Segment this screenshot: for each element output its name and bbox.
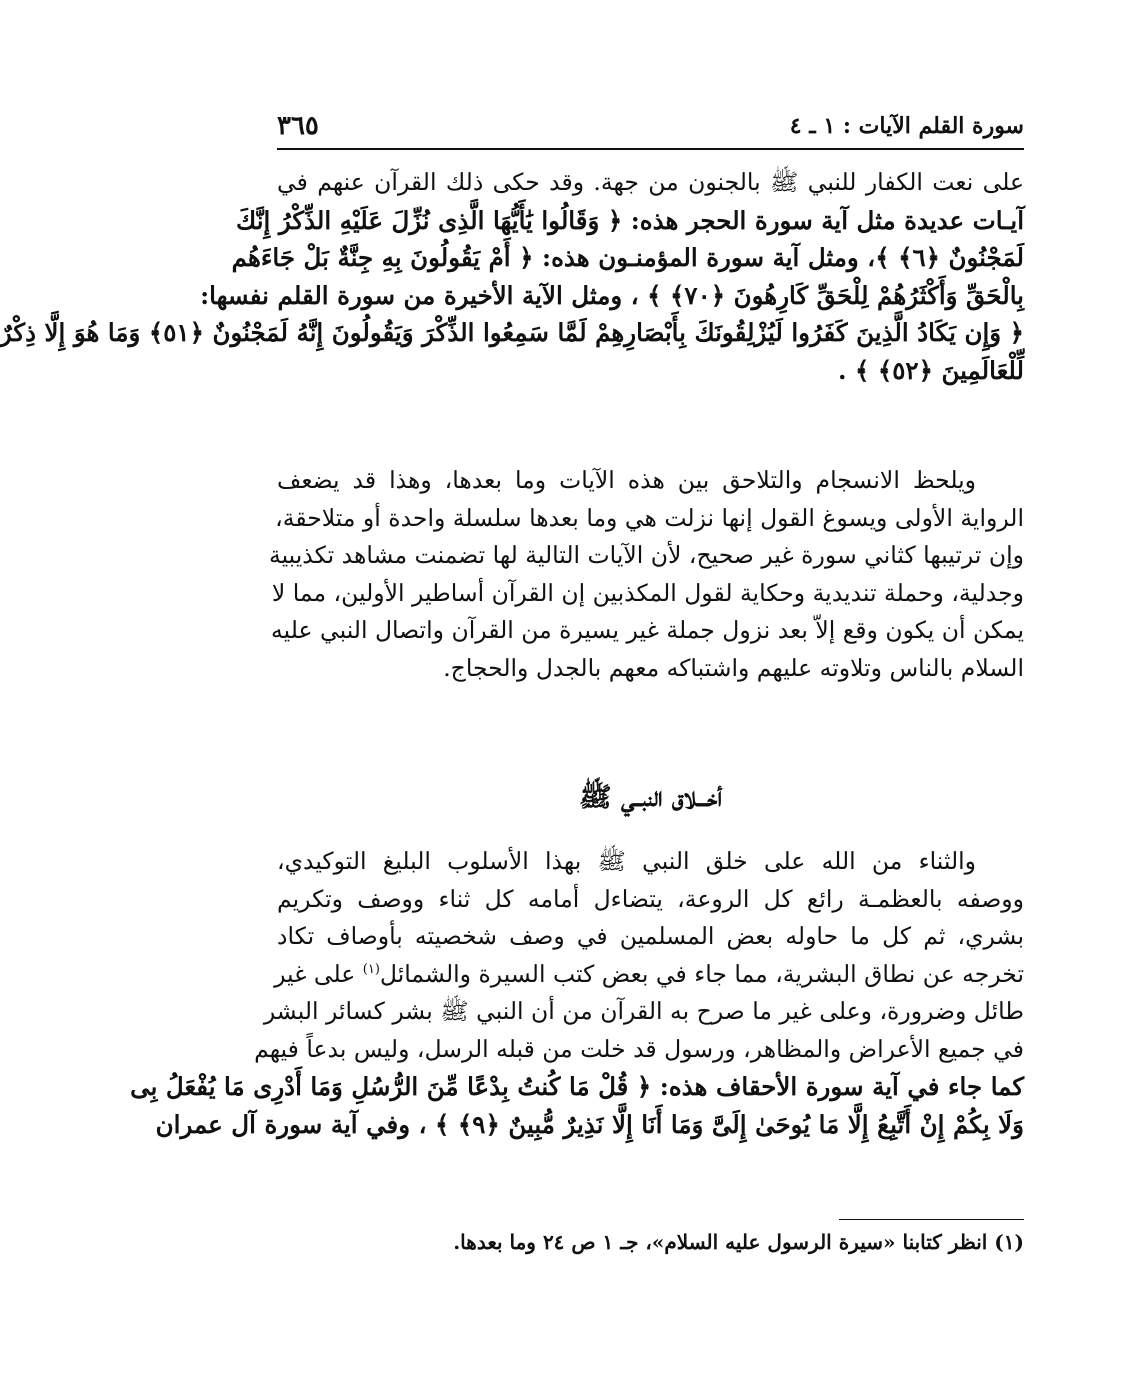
paragraph-2 (268, 462, 1024, 687)
text-line: بشري، ثم كل ما حاوله بعض المسلمين في وصف شخصيته بأوصاف تكاد (277, 922, 1024, 950)
text-line: بِالْحَقِّ وَأَكْثَرُهُمْ لِلْحَقِّ كَارِهُونَ ﴿٧٠﴾ ﴾ ، ومثل الآية الأخيرة من سورة القلم نفسها: (200, 280, 1024, 310)
text-line: يمكن أن يكون وقع إلاّ بعد نزول جملة غير يسيرة من القرآن واتصال النبي عليه (271, 616, 1024, 644)
text-line: ﴿ وَإِن يَكَادُ الَّذِينَ كَفَرُوا لَيُزْلِقُونَكَ بِأَبْصَارِهِمْ لَمَّا سَمِعُوا الذِّكْرَ وَيَقُولُونَ إِنَّهُ لَمَجْنُونٌ ﴿٥١﴾ وَمَا هُوَ إِلَّا ذِكْرٌ (0, 318, 1024, 347)
footnote-reference[interactable]: (١) (362, 961, 380, 977)
text-line: والثناء من الله على خلق النبي ﷺ بهذا الأسلوب البليغ التوكيدي، (277, 847, 976, 875)
text-line: ويلحظ الانسجام والتلاحق بين هذه الآيات وما بعدها، وهذا قد يضعف (277, 466, 976, 494)
footnote-divider (839, 1219, 1024, 1220)
text-segment: على غير (274, 959, 356, 988)
text-line: الرواية الأولى ويسوغ القول إنها نزلت هي وما بعدها سلسلة واحدة أو متلاحقة، (275, 503, 1024, 532)
header-title: سورة القلم الآيات : ١ ـ ٤ (789, 113, 1024, 139)
text-line: وَلَا بِكُمْ إِنْ أَتَّبِعُ إِلَّا مَا يُوحَىٰ إِلَىَّ وَمَا أَنَا إِلَّا نَذِيرٌ مُّبِينٌ ﴿٩﴾ ﴾ ، وفي آية سورة آل عمران (155, 1109, 1024, 1139)
paragraph-3 (130, 843, 1024, 1143)
page-number: ٣٦٥ (277, 111, 319, 141)
text-line: كما جاء في آية سورة الأحقاف هذه: ﴿ قُلْ مَا كُنتُ بِدْعًا مِّنَ الرُّسُلِ وَمَا أَدْرِى مَا يُفْعَلُ بِى (130, 1072, 1024, 1101)
text-line: على نعت الكفار للنبي ﷺ بالجنون من جهة. وقد حكى ذلك القرآن عنهم في (277, 168, 1024, 196)
paragraph-1 (0, 164, 1024, 389)
section-heading: أخـــلاق النبــي ﷺ (578, 782, 723, 813)
running-header (277, 104, 1024, 150)
text-line: ووصفه بالعظمـة رائع كل الروعة، يتضاءل أمامه كل ثناء ووصف وتكريم (277, 884, 1024, 913)
text-line: لَمَجْنُونٌ ﴿٦﴾ ﴾، ومثل آية سورة المؤمنـون هذه: ﴿ أَمْ يَقُولُونَ بِهِ جِنَّةٌ بَلْ جَاءَهُم (231, 243, 1024, 272)
footnote: (١) انظر كتابنا «سيرة الرسول عليه السلام»، جـ ١ ص ٢٤ وما بعدها. (453, 1230, 1024, 1254)
text-line: وإن ترتيبها كثاني سورة غير صحيح، لأن الآيات التالية لها تضمنت مشاهد تكذيبية (268, 541, 1024, 569)
text-segment: تخرجه عن نطاق البشرية، مما جاء في بعض كتب السيرة والشمائل (379, 959, 1024, 988)
text-line: السلام بالناس وتلاوته عليهم واشتباكه معهم بالجدل والحجاج. (443, 653, 1024, 682)
text-line: آيـات عديدة مثل آية سورة الحجر هذه: ﴿ وَقَالُوا يَٰأَيُّهَا الَّذِى نُزِّلَ عَلَيْهِ الذِّكْرُ إِنَّكَ (236, 205, 1024, 235)
text-line: لِّلْعَالَمِينَ ﴿٥٢﴾ ﴾ . (837, 355, 1024, 385)
text-line-with-footnote (274, 956, 1024, 994)
text-line: وجدلية، وحملة تنديدية وحكاية لقول المكذبين إن القرآن أساطير الأولين، مما لا (271, 578, 1024, 607)
text-line: طائل وضرورة، وعلى غير ما صرح به القرآن من أن النبي ﷺ بشر كسائر البشر (263, 997, 1024, 1025)
text-line: في جميع الأعراض والمظاهر، ورسول قد خلت من قبله الرسل، وليس بدعاً فيهم (254, 1034, 1024, 1063)
